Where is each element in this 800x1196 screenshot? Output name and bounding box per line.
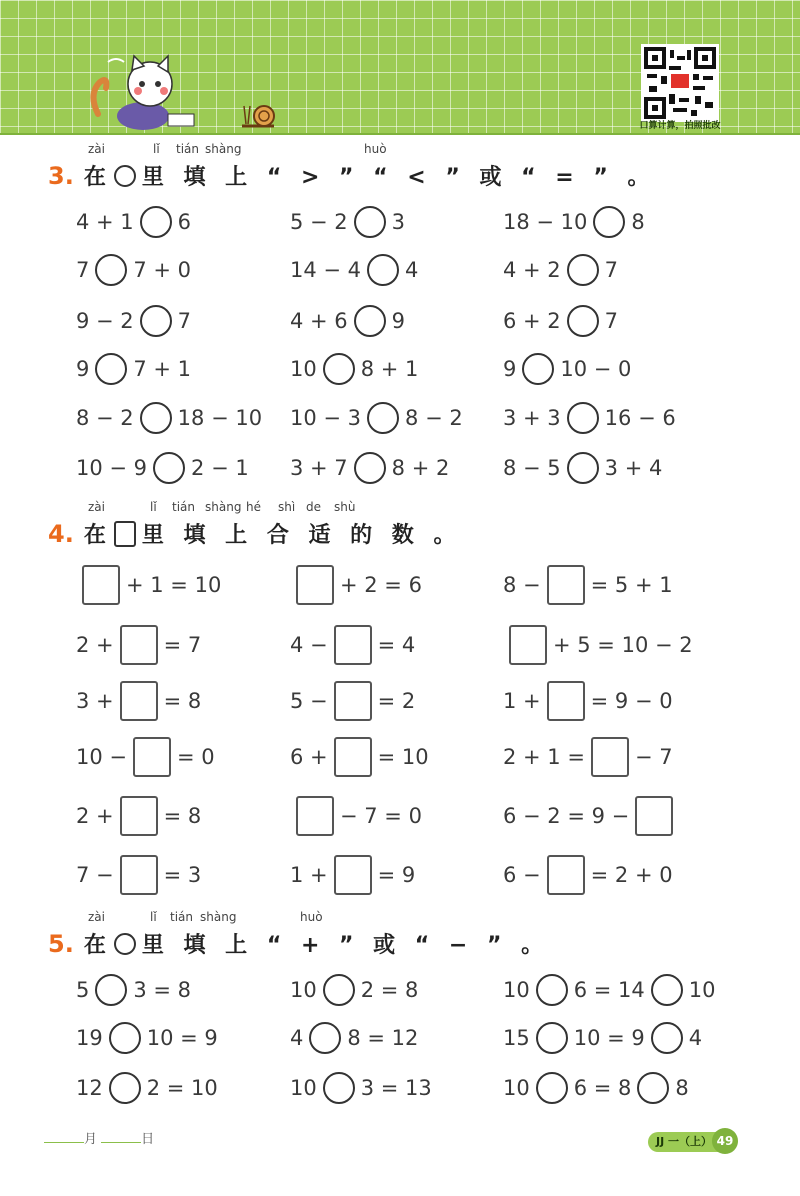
answer-circle[interactable] <box>536 1072 568 1104</box>
equation-term: 3 = 8 <box>133 978 192 1002</box>
equation-term: 2 − 1 <box>191 456 249 480</box>
answer-box[interactable] <box>591 737 629 777</box>
date-field[interactable] <box>44 1128 154 1147</box>
equation-term: 4 + 1 <box>76 210 134 234</box>
equation-term: + 5 = 10 − 2 <box>553 633 693 657</box>
answer-circle[interactable] <box>567 402 599 434</box>
equation <box>503 398 676 438</box>
equation-term: 5 − 2 <box>290 210 348 234</box>
circle-icon <box>114 933 136 955</box>
answer-circle[interactable] <box>367 254 399 286</box>
equation-term: 8 − <box>503 573 541 597</box>
equation <box>76 625 201 665</box>
pinyin: tián <box>170 910 193 924</box>
equation-term: 3 <box>391 210 406 234</box>
equation <box>503 855 673 895</box>
equation <box>503 681 673 721</box>
equation-term: 18 − 10 <box>503 210 588 234</box>
pinyin: lǐ <box>153 142 160 156</box>
equation <box>290 681 415 721</box>
pinyin: shàng <box>205 142 242 156</box>
equation-term: − 7 = 0 <box>340 804 422 828</box>
qr-caption: 口算计算，拍照批改 <box>639 121 721 131</box>
pinyin: tián <box>176 142 199 156</box>
equation-term: 7 + 0 <box>133 258 192 282</box>
equation-term: 8 <box>675 1076 689 1100</box>
equation <box>290 1018 418 1058</box>
equation <box>76 1018 218 1058</box>
equation-term: = 4 <box>377 633 416 657</box>
equation-term: 10 − 0 <box>560 357 632 381</box>
equation-term: 4 <box>405 258 419 282</box>
equation-term: 9 <box>391 309 406 333</box>
pinyin: tián <box>172 500 195 514</box>
answer-circle[interactable] <box>522 353 554 385</box>
equation-term: = 9 − 0 <box>590 689 673 713</box>
pinyin: huò <box>364 142 387 156</box>
title-text: 在 <box>83 523 112 548</box>
snail-illustration <box>240 100 280 130</box>
equation <box>503 301 618 341</box>
equation-term: 8 <box>631 210 645 234</box>
equation <box>503 202 645 242</box>
equation <box>290 202 405 242</box>
equation <box>76 301 191 341</box>
equation <box>503 565 673 605</box>
answer-circle[interactable] <box>567 254 599 286</box>
qr-code-icon <box>643 46 717 120</box>
answer-box[interactable] <box>120 625 158 665</box>
answer-circle[interactable] <box>651 1022 683 1054</box>
equation <box>503 1068 689 1108</box>
pinyin: zài <box>88 910 105 924</box>
title-text: 里 填 上 “ + ” 或 “ − ” 。 <box>141 933 550 958</box>
answer-box[interactable] <box>133 737 171 777</box>
equation-term: 6 + <box>290 745 328 769</box>
equation-term: 6 = 14 <box>573 978 645 1002</box>
equation <box>76 970 191 1010</box>
equation-term: 8 − 5 <box>503 456 561 480</box>
equation-term: 4 + 6 <box>290 309 348 333</box>
equation-term: = 2 <box>377 689 416 713</box>
equation <box>290 970 418 1010</box>
pinyin: shù <box>334 500 356 514</box>
equation-term: 10 − <box>76 745 127 769</box>
answer-box[interactable] <box>334 681 372 721</box>
equation <box>290 448 449 488</box>
title-text: 在 <box>83 933 112 958</box>
answer-circle[interactable] <box>367 402 399 434</box>
equation <box>503 970 716 1010</box>
equation <box>76 448 249 488</box>
pinyin: hé <box>246 500 261 514</box>
equation-term: 7 − <box>76 863 114 887</box>
answer-box[interactable] <box>547 855 585 895</box>
equation-term: 10 − 9 <box>76 456 148 480</box>
box-icon <box>114 521 136 547</box>
equation-term: 10 <box>290 357 317 381</box>
equation-term: 8 + 2 <box>391 456 450 480</box>
equation <box>503 1018 702 1058</box>
equation-term: 18 − 10 <box>177 406 263 430</box>
page-number: 49 <box>712 1128 738 1154</box>
answer-circle[interactable] <box>354 206 386 238</box>
equation-term: 2 + 1 = <box>503 745 585 769</box>
answer-circle[interactable] <box>567 305 599 337</box>
equation-term: 12 <box>76 1076 103 1100</box>
equation-term: 4 <box>688 1026 703 1050</box>
month-label: 月 <box>84 1132 98 1147</box>
equation <box>290 796 422 836</box>
equation-term: 6 − 2 = 9 − <box>503 804 630 828</box>
answer-circle[interactable] <box>536 974 568 1006</box>
answer-circle[interactable] <box>153 452 185 484</box>
equation-term: 6 = 8 <box>573 1076 632 1100</box>
equation-term: 10 − 3 <box>290 406 362 430</box>
equation <box>76 565 221 605</box>
book-tag: JJ 一（上） <box>648 1132 720 1152</box>
answer-circle[interactable] <box>354 305 386 337</box>
equation-term: = 3 <box>163 863 202 887</box>
equation-term: 6 <box>177 210 192 234</box>
pinyin: lǐ <box>150 500 157 514</box>
answer-circle[interactable] <box>354 452 386 484</box>
equation-term: 1 + <box>290 863 328 887</box>
equation <box>290 1068 432 1108</box>
section-number: 3. <box>48 161 74 190</box>
answer-circle[interactable] <box>140 206 172 238</box>
equation-term: = 5 + 1 <box>590 573 673 597</box>
equation <box>503 625 693 665</box>
equation-term: = 8 <box>163 804 202 828</box>
equation-term: 10 <box>503 1076 530 1100</box>
day-label: 日 <box>141 1132 155 1147</box>
equation-term: 3 + 3 <box>503 406 561 430</box>
answer-circle[interactable] <box>651 974 683 1006</box>
equation <box>290 301 405 341</box>
title-text: 在 <box>83 165 112 190</box>
equation-term: 2 + <box>76 633 114 657</box>
answer-box[interactable] <box>82 565 120 605</box>
equation <box>503 796 679 836</box>
equation <box>76 250 191 290</box>
answer-box[interactable] <box>120 681 158 721</box>
circle-icon <box>114 165 136 187</box>
equation-term: 3 + 7 <box>290 456 348 480</box>
answer-circle[interactable] <box>140 305 172 337</box>
month-blank[interactable] <box>44 1130 84 1143</box>
equation-term: 8 − 2 <box>405 406 463 430</box>
answer-circle[interactable] <box>536 1022 568 1054</box>
equation-term: = 10 <box>377 745 429 769</box>
answer-circle[interactable] <box>109 1072 141 1104</box>
equation <box>290 737 429 777</box>
equation-term: = 0 <box>177 745 215 769</box>
equation-term: 10 = 9 <box>573 1026 645 1050</box>
equation-term: 5 − <box>290 689 328 713</box>
equation-term: = 8 <box>163 689 202 713</box>
equation-term: 8 = 12 <box>347 1026 419 1050</box>
equation-term: 2 = 8 <box>360 978 419 1002</box>
pinyin: zài <box>88 142 105 156</box>
equation <box>503 448 662 488</box>
answer-box[interactable] <box>120 796 158 836</box>
equation-term: 9 <box>76 357 90 381</box>
answer-circle[interactable] <box>567 452 599 484</box>
equation-term: 4 − <box>290 633 328 657</box>
answer-box[interactable] <box>635 796 673 836</box>
equation-term: 5 <box>76 978 90 1002</box>
answer-box[interactable] <box>296 565 334 605</box>
equation <box>290 250 418 290</box>
equation-term: 8 − 2 <box>76 406 134 430</box>
section-5-title <box>48 928 549 959</box>
answer-circle[interactable] <box>95 974 127 1006</box>
section-number: 4. <box>48 519 74 548</box>
equation-term: = 7 <box>163 633 202 657</box>
answer-box[interactable] <box>334 855 372 895</box>
pinyin: de <box>306 500 321 514</box>
equation <box>290 625 415 665</box>
answer-box[interactable] <box>547 681 585 721</box>
equation <box>76 855 201 895</box>
equation-term: 1 + <box>503 689 541 713</box>
equation-term: 9 <box>503 357 517 381</box>
equation-term: 7 <box>604 258 619 282</box>
cat-illustration <box>88 54 198 134</box>
section-number: 5. <box>48 929 74 958</box>
equation-term: 4 + 2 <box>503 258 561 282</box>
answer-circle[interactable] <box>309 1022 341 1054</box>
equation-term: = 9 <box>377 863 416 887</box>
equation-term: + 1 = 10 <box>126 573 222 597</box>
pinyin: shàng <box>200 910 237 924</box>
equation-term: 10 = 9 <box>146 1026 218 1050</box>
pinyin: lǐ <box>150 910 157 924</box>
answer-box[interactable] <box>509 625 547 665</box>
equation-term: = 2 + 0 <box>590 863 673 887</box>
answer-box[interactable] <box>547 565 585 605</box>
equation <box>503 737 673 777</box>
equation-term: 10 <box>290 978 317 1002</box>
pinyin: shì <box>278 500 296 514</box>
qr-code[interactable] <box>641 44 719 122</box>
equation-term: 10 <box>688 978 716 1002</box>
answer-circle[interactable] <box>637 1072 669 1104</box>
equation <box>290 855 415 895</box>
equation <box>76 1068 218 1108</box>
equation-term: 8 + 1 <box>360 357 419 381</box>
equation <box>503 349 631 389</box>
answer-circle[interactable] <box>323 1072 355 1104</box>
equation-term: 3 + 4 <box>604 456 663 480</box>
pinyin: huò <box>300 910 323 924</box>
pinyin: shàng <box>205 500 242 514</box>
answer-box[interactable] <box>296 796 334 836</box>
equation-term: − 7 <box>634 745 673 769</box>
day-blank[interactable] <box>101 1130 141 1143</box>
answer-circle[interactable] <box>95 353 127 385</box>
equation-term: 2 + <box>76 804 114 828</box>
equation-term: 15 <box>503 1026 530 1050</box>
equation-term: 16 − 6 <box>604 406 676 430</box>
equation-term: 6 − <box>503 863 541 887</box>
equation <box>76 737 215 777</box>
answer-box[interactable] <box>334 737 372 777</box>
equation-term: 14 − 4 <box>290 258 362 282</box>
equation-term: 3 = 13 <box>360 1076 432 1100</box>
equation-term: 7 <box>177 309 192 333</box>
answer-circle[interactable] <box>323 353 355 385</box>
answer-box[interactable] <box>334 625 372 665</box>
equation-term: + 2 = 6 <box>340 573 422 597</box>
equation <box>76 202 191 242</box>
answer-circle[interactable] <box>109 1022 141 1054</box>
header-banner <box>0 0 800 135</box>
answer-circle[interactable] <box>95 254 127 286</box>
equation-term: 10 <box>290 1076 317 1100</box>
equation-term: 7 <box>604 309 619 333</box>
equation <box>76 398 262 438</box>
equation <box>76 796 201 836</box>
section-4-title <box>48 518 461 549</box>
title-text: 里 填 上 “ > ” “ < ” 或 “ = ” 。 <box>141 165 656 190</box>
answer-circle[interactable] <box>140 402 172 434</box>
equation-term: 19 <box>76 1026 103 1050</box>
equation-term: 7 <box>76 258 90 282</box>
equation-term: 2 = 10 <box>146 1076 218 1100</box>
equation <box>290 565 422 605</box>
equation-term: 4 <box>290 1026 304 1050</box>
equation-term: 9 − 2 <box>76 309 134 333</box>
answer-circle[interactable] <box>593 206 625 238</box>
title-text: 里 填 上 合 适 的 数 。 <box>141 523 462 548</box>
equation-term: 6 + 2 <box>503 309 561 333</box>
answer-circle[interactable] <box>323 974 355 1006</box>
equation-term: 7 + 1 <box>133 357 192 381</box>
equation <box>290 349 418 389</box>
pinyin: zài <box>88 500 105 514</box>
answer-box[interactable] <box>120 855 158 895</box>
equation-term: 10 <box>503 978 530 1002</box>
equation <box>76 349 191 389</box>
section-3-title <box>48 160 655 191</box>
equation <box>290 398 463 438</box>
equation-term: 3 + <box>76 689 114 713</box>
equation <box>76 681 201 721</box>
equation <box>503 250 618 290</box>
